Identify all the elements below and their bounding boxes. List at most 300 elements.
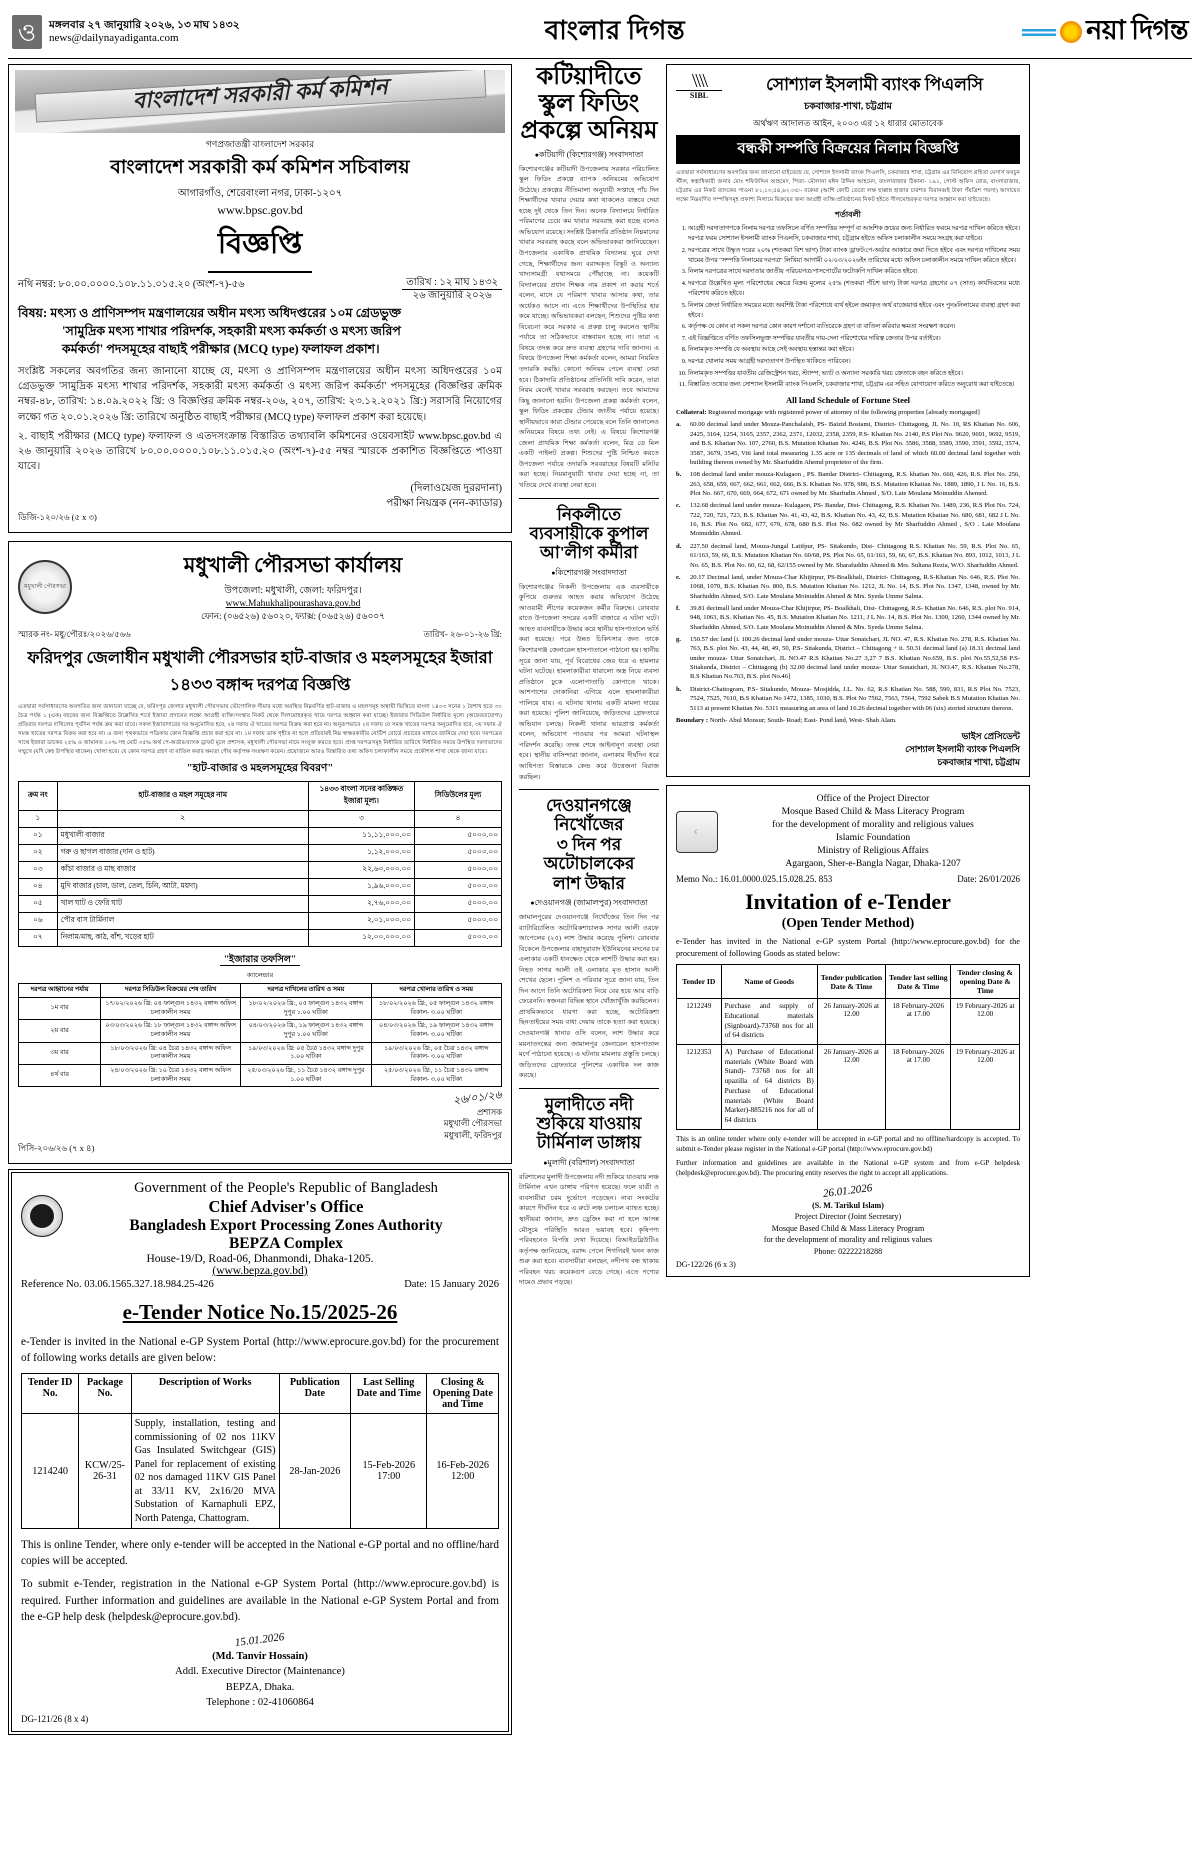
story-body: কিশোরগঞ্জের নিকলী উপজেলায় এক ব্যবসায়ীকে কুপিয়ে গুরুতর আহত করার অভিযোগ উঠেছে আওয়ামী লীগের কয়েকজন কর্মীর বিরুদ্ধে। রোববার রাতে উপজেলা সদরের একটি বাজারে এ ঘটনা ঘটে। আহত ব্যবসায়ীকে উদ্ধার করে স্থানীয় হাসপাতালে ভর্তি করা হয়েছে। পরে উন্নত চিকিৎসার জন্য তাকে কিশোরগঞ্জ জেনারেল হাসপাতালে পাঠানো হয়। স্থানীয় সূত্রে জানা যায়, পূর্ব বিরোধের জের ধরে এ হামলার ঘটনা ঘটেছে। হামলাকারীরা ধারালো অস্ত্র নিয়ে ব্যবসা প্রতিষ্ঠানে ঢুকে এলোপাতাড়ি কোপাতে থাকে। আশপাশের দোকানিরা এগিয়ে এলে হামলাকারীরা পালিয়ে যায়। এ ঘটনায় থানায় একটি মামলা দায়ের করা হয়েছে। পুলিশ জানিয়েছে, জড়িতদের গ্রেফতারে অভিযান চলছে। নিকলী থানার ভারপ্রাপ্ত কর্মকর্তা বলেন, অভিযোগ পাওয়ার পর আমরা ঘটনাস্থল পরিদর্শন করেছি। তদন্ত শেষে আইনানুগ ব্যবস্থা নেয়া হবে। স্থানীয় বাসিন্দারা জানান, এলাকায় দীর্ঘদিন ধরে আধিপত্য বিস্তারকে কেন্দ্র করে উত্তেজনা বিরাজ করছিল।: [519, 583, 659, 781]
bangladesh-govt-seal-icon: [21, 1195, 63, 1237]
sibl-intro: এতদ্বারা সর্বসাধারণের অবগতির জন্য জানানো যাইতেছে যে, সোশ্যাল ইসলামী ব্যাংক পিএলসি, চকবাজার শাখা, চট্টগ্রাম এর বিনিয়োগ গ্রহিতা মেসার্স ফরচুন স্টীল, স্বত্বাধিকারী জনাব মোঃ শফিউদ্দিন আহমেদ, পিতা- মৌলানা মঈন উদ্দিন আহমেদ, বাংলাবাজার ঠিকানা- ১৯১, পোস্ট অফিস রোড, বাংলাবাজার, চট্টগ্রাম এর নিকট ব্যাংকের পাওনা ৮১,১৩,৫৪,৬২.৩৫/- বকেয়া (আশি কোটি তেরো লক্ষ ছাপ্পান্ন হাজার চারশত বিরানব্বই টাকা পঁয়ত্রিশ পয়সা) আদায়ের লক্ষ্যে নিম্নবর্ণিত সম্পত্তিসমূহ প্রকাশ্য নিলামে বিক্রয়ের জন্য আগ্রহী ব্যক্তি/প্রতিষ্ঠানের নিকট হইতে সীলমোহরকৃত দরপত্র আহ্বান করা যাইতেছে।: [676, 170, 1020, 204]
item-text: 39.81 decimall land under Mouza-Char Khijirpur, PS- Boalkhali, Dist- Chittagong, R.S- Khatian No. 646, R.S. plot No. 914, 948, 1063, B.S. Khatian No. 45, B.S. Mutation Khatian No. 1211, J L No. 14, B.S. Plot No. 1300, 1260, 1344 owned by Mr. Sharfuddin Ahmed, S/O. Late Moulana Moinuddin Ahmed & Mrs. Syeda Umme Salma.: [690, 604, 1020, 631]
if-title: Invitation of e-Tender: [745, 889, 951, 915]
pourashava-table-body: [19, 828, 502, 947]
pourashava-table-caption: "হাট-বাজার ও মহলসমূহের বিবরণ": [186, 763, 334, 775]
bpsc-address: আগারগাঁও, শেরেবাংলা নগর, ঢাকা-১২০৭: [177, 188, 343, 199]
th-close: Tender closing & opening Date & Time: [951, 965, 1020, 999]
bpsc-date-block: [402, 277, 502, 301]
story-headline-line-1: নিকলীতে: [556, 504, 622, 524]
th-sched: সিডিউলের মূল্য: [415, 782, 502, 811]
bpsc-memo-no: নথি নম্বর: ৮০.০০.০০০০.১০৮.১১.০১৫.২০ (অংশ-৭)-৫৬: [18, 279, 245, 290]
bepza-office: Chief Adviser's Office: [208, 1196, 364, 1216]
pourashava-date: তারিখ- ২৬-০১-২৬ খ্রি:: [423, 629, 502, 640]
table-row: [19, 879, 502, 896]
table-row: [19, 1042, 502, 1064]
if-ad-code: DG-122/26 (6 x 3): [676, 1260, 736, 1270]
cell-sched: ৫০০০.০০: [415, 913, 502, 930]
list-item: 5. নিলাম ক্রেতা নির্ধারিত সময়ের মধ্যে অবশিষ্ট টাকা পরিশোধে ব্যর্থ হইলে জমাকৃত অর্থ বাজেয়াপ্ত হইবে এবং পুনঃনিলামের ব্যবস্থা গ্রহণ করা হইবে।: [688, 301, 1020, 321]
cell-open: ২৫/০৩/২০২৬ খ্রি:, ১১ চৈত্র ১৪৩২ বঙ্গাব্দ বিকাল- ৩.০০ ঘটিকা: [371, 1064, 501, 1086]
bepza-footer: [21, 1714, 499, 1724]
table-row: [19, 913, 502, 930]
cell-closing: 16-Feb-2026 12:00: [427, 1414, 499, 1529]
if-line-3: for the development of morality and religious values: [772, 819, 974, 831]
cell-goods: Purchase and supply of Educational materials (Signboard)-73768 nos for all of 64 districts: [721, 999, 817, 1045]
bpsc-sig-name: (দিলাওয়েজ দুররদানা): [410, 482, 502, 494]
if-memo-no: Memo No.: 16.01.0000.025.15.028.25. 853: [676, 874, 833, 885]
bpsc-building-photo: [15, 70, 505, 133]
cell-sl: ০৭: [19, 930, 58, 947]
bpsc-signature: [18, 481, 502, 511]
th-publication: Publication Date: [279, 1374, 351, 1414]
table-header-row: [19, 782, 502, 811]
paper-logo-icon: ও: [12, 15, 42, 49]
cell-last-selling: 15-Feb-2026 17:00: [351, 1414, 427, 1529]
sibl-mark-icon: \\\\: [691, 70, 707, 92]
if-sig-title-1: Project Director (Joint Secretary): [794, 1212, 902, 1222]
ad-madhukhali-pourashava: [8, 541, 512, 1164]
list-item: [676, 501, 1020, 538]
story-headline-line-2: প্রকল্পে অনিয়ম: [520, 117, 658, 144]
bpsc-notice-heading: বিজ্ঞপ্তি: [208, 221, 312, 273]
cell-sl: ০৪: [19, 879, 58, 896]
th-value: ১৪৩৩ বাংলা সনের কাঙ্ক্ষিত ইজারা মূল্য।: [308, 782, 414, 811]
story-headline-line-2: শুকিয়ে যাওয়ায়: [536, 1114, 642, 1134]
sibl-sig-1: ভাইস প্রেসিডেন্ট: [961, 731, 1020, 742]
wave-icon: [1022, 25, 1056, 39]
cell-open: ০৪/০৩/২০২৬ খ্রি:, ১৯ ফাল্গুন ১৪৩২ বঙ্গাব্দ বিকাল- ৩.০০ ঘটিকা: [371, 1020, 501, 1042]
column-left: [8, 64, 512, 1735]
item-marker: c.: [676, 502, 681, 510]
if-note-2: Further information and guidelines are available in the National e-GP system and from e-GP helpdesk (helpdesk@eprocure.gov.bd). The procuring entity reserves the right to accept all applications.: [676, 1159, 1020, 1178]
story-divider: [519, 498, 659, 499]
story-headline-line-2: ব্যবসায়ীকে কুপাল: [529, 523, 649, 543]
sibl-schedule-title: All land Schedule of Fortune Steel: [786, 395, 910, 406]
cell-tender-id: 1212249: [677, 999, 722, 1045]
if-header: [676, 793, 1020, 871]
story-headline-line-1: দেওয়ানগঞ্জে নিখোঁজের: [546, 796, 632, 835]
th-name: হাট-বাজার ও মহল সমূহের নাম: [57, 782, 308, 811]
story-body: বরিশালের মুলাদী উপজেলায় নদী শুকিয়ে যাওয়ায় লঞ্চ টার্মিনাল এখন ডাঙ্গায় পরিণত হয়েছে। ফলে যাত্রী ও ব্যবসায়ীরা চরম দুর্ভোগে পড়েছেন। নাব্য সংকটের কারণে দীর্ঘদিন ধরে এ রুটে লঞ্চ চলাচল ব্যাহত হচ্ছে। স্থানীয়রা জানান, দ্রুত ড্রেজিং করা না হলে আসন্ন মৌসুমে পরিস্থিতি আরও ভয়াবহ হবে। কৃষিপণ্য পরিবহনেও বিপত্তি দেখা দিয়েছে। বিআইডব্লিউটিএ কর্তৃপক্ষ জানিয়েছে, বরাদ্দ পেলে শিগগিরই খনন কাজ শুরু করা হবে। ব্যবসায়ীরা বলছেন, নদীপথ বন্ধ থাকায় পরিবহন খরচ কয়েকগুণ বেড়ে গেছে। এতে পণ্যের দামেও প্রভাব পড়ছে।: [519, 1173, 659, 1287]
if-line-1: Office of the Project Director: [816, 793, 930, 805]
column-right: [666, 64, 1030, 1285]
item-marker: e.: [676, 573, 681, 581]
bpsc-subject: [18, 305, 502, 359]
cell-name: পৌর বাস টার্মিনাল: [57, 913, 308, 930]
sibl-bank-name: সোশ্যাল ইসলামী ব্যাংক পিএলসি: [766, 75, 983, 94]
masthead-right: [888, 10, 1188, 55]
bpsc-ad-code: ডিজি-১২০/২৬ (৫ x ৩): [18, 512, 97, 523]
sibl-sig-3: চকবাজার শাখা, চট্টগ্রাম: [937, 757, 1020, 768]
cell-sale: ১৮/০৩/২০২৬ খ্রি: ০৪ চৈত্র ১৪৩২ বঙ্গাব্দ অফিস চলাকালীন সময়: [101, 1042, 241, 1064]
schedule-caption-text: "ইজারার তফসিল": [220, 955, 300, 966]
bepza-note-2: To submit e-Tender, registration in the National e-GP System Portal (http://www.eprocure.gov.bd) is required. Further information and guidelines are available in the National e-GP System Portal and from the e-GP help desk (helpdesk@eprocure.gov.bd).: [21, 1578, 499, 1623]
bepza-website[interactable]: (www.bepza.gov.bd): [212, 1264, 308, 1277]
list-item: [676, 470, 1020, 498]
cell-sale: ১৭/০২/২০২৬ খ্রি: ০৪ ফাল্গুন ১৪৩২ বঙ্গাব্দ অফিস চলাকালীন সময়: [101, 998, 241, 1020]
masthead: [8, 6, 1192, 58]
pourashava-website[interactable]: www.Mahukhalipourashava.gov.bd: [225, 599, 361, 610]
if-sig-title-2: Mosque Based Child & Mass Literacy Program: [771, 1223, 925, 1233]
pourashava-headline: ফরিদপুর জেলাধীন মধুখালী পৌরসভার হাট-বাজার ও মহলসমূহের ইজারা ১৪৩৩ বঙ্গাব্দ দরপত্র বিজ্ঞপ্তি: [27, 648, 493, 695]
item-text: 132.68 decimal land under mouza- Kulagaon, PS- Bandar, Dist- Chittagong, R.S. Khatian No. 1489, 236, R.S Plot No. 724, 722, 720, 721, 723, B.S. Khatian No. 41, 43, 42, B.S. Khatian No. 43, 42, B.S. Mutation Khatian No. 680, 681, 682 J L No. 16, B.S. Plot No. 682, 677, 679, 678, 680 B.S. Plot No. 682 owned by Mr Sharfuddin Ahmed , S/O . Late Moulana Moinuddin Ahmed.: [690, 502, 1020, 538]
list-item: 1. আগ্রহী দরদাতাগণকে নিলাম দরপত্র তফসিলে বর্ণিত সম্পত্তির সম্পূর্ণ বা আংশিক ক্রয়ের জন্য নির্ধারিত ফরমে দরপত্র দাখিল করিতে হইবে। দরপত্র ফরম সোশ্যাল ইসলামী ব্যাংক পিএলসি, চকবাজার শাখা, চট্টগ্রাম হইতে অফিস চলাকালীন সময়ে সংগ্রহ করা যাইবে।: [688, 224, 1020, 244]
cell-value: ২,০১,০০০.০০: [308, 913, 414, 930]
th-pub: Tender publication Date & Time: [817, 965, 886, 999]
story-byline: ● মুলাদী (বরিশাল) সংবাদদাতা: [519, 1157, 659, 1170]
list-item: [676, 604, 1020, 632]
table-row: [19, 845, 502, 862]
if-sig-name: (S. M. Tarikul Islam): [812, 1200, 884, 1210]
section-title-wrap: [342, 10, 888, 54]
masthead-left: [12, 15, 342, 49]
cell-name: নিলাম/মাছ, কাঠ, বাঁশ, খড়ের হাট: [57, 930, 308, 947]
pourashava-title: মধুখালী পৌরসভা কার্যালয়: [183, 553, 403, 578]
item-marker: a.: [676, 421, 681, 429]
bepza-table-body: [22, 1414, 499, 1529]
story-headline-line-2: ৩ দিন পর অটোচালকের: [543, 834, 635, 874]
bpsc-subject-l2: 'সামুদ্রিক মৎস্য শাখার পরিদর্শক, সহকারী মৎস্য কর্মকর্তা ও মৎস্য জরিপ: [62, 323, 401, 338]
if-line-2: Mosque Based Child & Mass Literacy Program: [781, 806, 965, 818]
pourashava-sig-title-2: মধুখালী পৌরসভা: [443, 1119, 502, 1129]
item-text: 108 decimal land under mouza-Kulagaon , PS. Bandar District- Chittagong, R.S. khatian No. 660, 426, R.S. Plot No. 256, 263, 658, 659, 667, 662, 661, 662, 666, B.S. Khatian No. 978, 986, B.S. Mutation Khatian No. 1889, 1890, J L No. 16, B.S. Plot No. 667, 670, 669, 664, 672, 671 owned by Mr. Sharfudin Ahmed , S/O. Late Moulana Moinuddin Ahemed.: [690, 471, 1020, 497]
story-divider: [519, 1088, 659, 1089]
sth-phase: দরপত্র আহ্বানের পর্যায়: [19, 984, 101, 998]
table-header-row: [22, 1374, 499, 1414]
cell-phase: ১ম বার: [19, 998, 101, 1020]
th-last: Tender last selling Date & Time: [886, 965, 951, 999]
story-school-feeding: [519, 64, 659, 492]
list-item: [676, 573, 1020, 601]
section-title: বাংলার দিগন্ত: [544, 16, 686, 45]
bepza-signature: [21, 1633, 499, 1710]
sibl-auction-headline: বন্ধকী সম্পত্তি বিক্রয়ের নিলাম বিজ্ঞপ্তি: [676, 135, 1020, 164]
if-sig-phone: Phone: 02222218288: [813, 1246, 883, 1256]
item-marker: f.: [676, 604, 680, 612]
bepza-header: [21, 1180, 499, 1253]
story-nikli-assault: [519, 505, 659, 784]
bpsc-gov-line: গণপ্রজাতন্ত্রী বাংলাদেশ সরকার: [205, 139, 315, 149]
if-tender-table: [676, 964, 1020, 1130]
cell-publication: 28-Jan-2026: [279, 1414, 351, 1529]
cell-close: 19 February-2026 at 12.00: [951, 1044, 1020, 1129]
pourashava-seal-icon: মধুখালী পৌরসভা: [18, 560, 72, 614]
sibl-signature: [676, 730, 1020, 769]
cell-name: গরু ও ছাগল বাজার (দান ও হাট): [57, 845, 308, 862]
if-line-5: Ministry of Religious Affairs: [817, 845, 929, 857]
cell-close: 19 February-2026 at 12.00: [951, 999, 1020, 1045]
if-note-1: This is an online tender where only e-tender will be accepted in e-GP portal and no offline/hardcopy is accepted. To submit e-Tender please register in the National e-GP portal (http://www.eprocure.gov.bd): [676, 1134, 1020, 1153]
item-marker: g.: [676, 636, 681, 644]
masthead-rule: [8, 58, 1192, 59]
bpsc-para-1: সংশ্লিষ্ট সকলের অবগতির জন্য জানানো যাচ্ছে যে, মৎস্য ও প্রাণিসম্পদ মন্ত্রণালয়ের অধীন মৎস্য অধিদপ্তরের ১০ম গ্রেডভুক্ত 'সামুদ্রিক মৎস্য শাখার পরিদর্শক, সহকারী মৎস্য কর্মকর্তা ও মৎস্য জরিপ কর্মকর্তা' পদসমূহের (বিজ্ঞপ্তির ক্রমিক নম্বর-৪৮, তারিখ: ১৪.০৯.২০২২ খ্রি: ও বিজ্ঞপ্তির ক্রমিক নম্বর-২০৬, ২০৭, তারিখ: ২৩.১২.২০২১ খ্রি:) সরাসরি নিয়োগের লক্ষ্যে গত ২০.০১.২০২৬ খ্রি: তারিখে অনুষ্ঠিত বাছাই পরীক্ষার (MCQ type) ফলাফল প্রকাশ করা হয়েছে।: [18, 365, 502, 423]
item-text: District-Chattogram, P.S- Sitakundo, Mouza- Mosjidda, J.L. No. 62, R.S Khatian No. 588, 590, 831, R.S Plot No. 7523, 7524, 7525, 7610, B.S Khatian No 1472, 1385, 1030, B.S. Plot No 7562, 7563, 7564, 7592 Sabek B.S Mutation Khatian No. 5113 at present Khatian No. 5311 measuring an area of land 16.26 decimal together with 06 (six) storied structure thereon.: [690, 685, 1020, 712]
ad-bpsc-notice: [8, 64, 512, 533]
table-row: [22, 1414, 499, 1529]
cell-name: মধুখালী বাজার: [57, 828, 308, 845]
list-item: 10. নিলামকৃত সম্পত্তির যাবতীয় রেজিস্ট্রেশন খরচ, স্ট্যাম্প, ভ্যাট ও অন্যান্য সরকারি খরচ ক্রেতাকে বহন করিতে হইবে।: [688, 369, 1020, 379]
cell-sl: ০৬: [19, 913, 58, 930]
bpsc-para-2: ২. বাছাই পরীক্ষার (MCQ type) ফলাফল ও এতদসংক্রান্ত বিস্তারিত তথ্যাবলি কমিশনের ওয়েবসাইট www.bpsc.gov.bd এ ২৬ জানুয়ারি ২০২৬ তারিখে ৮০.০০.০০০০.১০৮.১১.০১৫.২০ (অংশ-৭)-৫৫ নম্বর স্মারকে প্রকাশিত বিজ্ঞপ্তিতে পাওয়া যাবে।: [18, 430, 502, 473]
th-last-selling: Last Selling Date and Time: [351, 1374, 427, 1414]
bepza-sig-phone: Telephone : 02-41060864: [206, 1696, 314, 1708]
bepza-note-1: This is online Tender, where only e-tender will be accepted in the National e-GP portal and no offline/hard copies will be accepted.: [21, 1538, 499, 1568]
bepza-tender-title: e-Tender Notice No.15/2025-26: [122, 1299, 398, 1324]
cell-tender-id: 1212353: [677, 1044, 722, 1129]
story-headline-line-3: আ'লীগ কর্মীরা: [540, 543, 638, 563]
list-item: 7. এই বিজ্ঞপ্তিতে বর্ণিত তফসিলভুক্ত সম্পত্তির যাবতীয় দায়-দেনা পরিশোধের দায়িত্ব ক্রেতার উপর বর্তাইবে।: [688, 334, 1020, 344]
story-body: কিশোরগঞ্জের কটিয়াদী উপজেলায় সরকার পরিচালিত স্কুল ফিডিং প্রকল্পে ব্যাপক অনিয়মের অভিযোগ উঠেছে। প্রকল্পের নীতিমালা অনুযায়ী সপ্তাহে পাঁচ দিন শিক্ষার্থীদের খাবার দেয়ার কথা থাকলেও বাস্তবে দেয়া হচ্ছে দুই থেকে তিন দিন। অনেক বিদ্যালয়ে নির্ধারিত পরিমাণের চেয়ে কম খাবার সরবরাহ করা হচ্ছে বলেও অভিযোগ রয়েছে। সংশ্লিষ্ট ঠিকাদারি প্রতিষ্ঠান নিম্নমানের খাবার সরবরাহ করছে বলে অভিভাবকরা জানিয়েছেন। উপজেলার একাধিক প্রাথমিক বিদ্যালয় ঘুরে দেখা গেছে, শিক্ষার্থীদের জন্য বরাদ্দকৃত বিস্কুট ও অন্যান্য খাদ্যসামগ্রী যথাসময়ে পৌঁছাচ্ছে না। কয়েকটি বিদ্যালয়ের প্রধান শিক্ষক নাম প্রকাশ না করার শর্তে বলেন, মাসে যে পরিমাণ খাবার আসার কথা, তার অর্ধেকও আসে না। এতে শিক্ষার্থীদের উপস্থিতির হার কমে যাচ্ছে। অভিভাবকরা বলছেন, শিশুদের পুষ্টির কথা বিবেচনা করে সরকার এ প্রকল্প চালু করলেও স্থানীয় পর্যায়ে তা সঠিকভাবে বাস্তবায়ন হচ্ছে না। তারা এ বিষয়ে তদন্ত করে দ্রুত ব্যবস্থা গ্রহণের দাবি জানান। এ বিষয়ে উপজেলা শিক্ষা কর্মকর্তা বলেন, আমরা নিয়মিত তদারকি করছি। কোনো অনিয়ম পেলে ব্যবস্থা নেয়া হবে। ঠিকাদারি প্রতিষ্ঠানের প্রতিনিধি দাবি করেন, তারা নিয়ম মেনেই খাবার সরবরাহ করছেন। তবে আমাদের কিছু জানানো হয়নি। উপজেলা প্রকল্প কর্মকর্তা বলেন, স্কুল ফিডিং প্রকল্পের টেন্ডার জাতীয় পর্যায়ে হয়েছে। স্থানীয়ভাবে কারা টেন্ডার পেয়েছে বলে তিনি জানালেও অনিয়মের বিষয়ে তথ্য নেই। এ বিষয়ে কিশোরগঞ্জ জেলা প্রাথমিক শিক্ষা কর্মকর্তা বলেন, মিড ডে মিল একটি পাইলট প্রকল্প। শিশুদের পুষ্টি নিশ্চিত করতে উপজেলা পর্যায়ে তদারকি সরবরাহের বিষয়টি মনিটর করা হচ্ছে। নিয়মানুযায়ী খাবার দেয়া হচ্ছে না, তা খতিয়ে দেখে ব্যবস্থা নেয়া হবে।: [519, 165, 659, 490]
cell-phase: ২য় বার: [19, 1020, 101, 1042]
bpsc-subject-l3: কর্মকর্তা' পদসমূহের বাছাই পরীক্ষার (MCQ type) ফলাফল প্রকাশ।: [62, 341, 380, 356]
three-column-grid: [8, 64, 1192, 1864]
pourashava-haat-table: [18, 781, 502, 947]
story-body: জামালপুরের দেওয়ানগঞ্জে নিখোঁজের তিন দিন পর ব্যাটারিচালিত অটোরিকশাচালক সাগর আলী ওরফে আপেলের (২৫) লাশ উদ্ধার করেছে পুলিশ। রোববার বিকেলে উপজেলার বাহাদুরাবাদ ইউনিয়নের মদনের চর এলাকার একটি ধানক্ষেত থেকে লাশটি উদ্ধার করা হয়। নিহত সাগর আলী ওই এলাকার মৃত হাসান আলী শেখের ছেলে। পুলিশ ও পরিবার সূত্রে জানা যায়, তিন দিন আগে তিনি অটোরিকশা নিয়ে বের হয়ে আর বাড়ি ফেরেননি। স্বজনরা বিভিন্ন স্থানে খোঁজাখুঁজি করছিলেন। প্রাথমিকভাবে ধারণা করা হচ্ছে, অটোরিকশা ছিনতাইয়ের সময় বাধা দেয়ায় তাকে হত্যা করা হয়েছে। দেওয়ানগঞ্জ থানার ওসি বলেন, লাশ উদ্ধার করে ময়নাতদন্তের জন্য জামালপুর জেনারেল হাসপাতাল মর্গে পাঠানো হয়েছে। এ ঘটনায় মামলার প্রস্তুতি চলছে। জড়িতদের গ্রেফতারে পুলিশের একাধিক দল কাজ করছে।: [519, 913, 659, 1080]
pourashava-header: [18, 549, 502, 624]
cell-sale: ২৪/০৩/২০২৬ খ্রি: ১০ চৈত্র ১৪৩২ বঙ্গাব্দ অফিস চলাকালীন সময়: [101, 1064, 241, 1086]
bepza-reference-no: Reference No. 03.06.1565.327.18.984.25-426: [21, 1278, 214, 1290]
cell-name: খাল ঘাট ও ফেরি ঘাট: [57, 896, 308, 913]
bpsc-date-en: ২৬ জানুয়ারি ২০২৬: [412, 289, 492, 301]
bepza-gov-line: Government of the People's Republic of Bangladesh: [134, 1179, 438, 1196]
th-closing: Closing & Opening Date and Time: [427, 1374, 499, 1414]
newsroom-email: news@dailynayadiganta.com: [49, 31, 179, 44]
story-byline: ● দেওয়ানগঞ্জ (জামালপুর) সংবাদদাতা: [519, 897, 659, 910]
bepza-sig-title-1: Addl. Executive Director (Maintenance): [175, 1666, 345, 1678]
cell-sale: ০৩/০৩/২০২৬ খ্রি: ১৮ ফাল্গুন ১৪৩২ বঙ্গাব্দ অফিস চলাকালীন সময়: [101, 1020, 241, 1042]
cell-last: 18 February-2026 at 17.00: [886, 1044, 951, 1129]
item-text: 60.00 decimal land under Mouza-Panchalaish, PS- Baizid Bostami, District- Chittagong, JL No. 10, RS Khatian No. 606, 2425, 3164, 1254, 3165, 2357, 2362, 2371, 12032, 2358, 2359, P.S- Khatian No. 2140, P.S Plot No. 9620, 9691, 9692, 9519, and B.S. Khatian No. 107, 2760, B.S. Mutation Khatian No. 4246, B.S. Plot No. 3586, 3588, 3589, 3590, 3591, 3592, 3574, 3587, 3679, 3545, Viti land total measuring 1.35 acre or 135 decimals of land of which 60.00 decimal land together with building thereon owned by Mr. Sharfuddin Ahemd proprietor of the firm.: [690, 421, 1020, 466]
story-divider: [519, 789, 659, 790]
sibl-conditions-list: [676, 224, 1020, 390]
item-text: 20.17 Decimal land, under Mouza-Char Khijirpur, PS-Boalkhali, District- Chittagong, R.S-Khatian No. 646, R.S. Plot No. 1068, 1070, B.S. Khatian No. 800, B.S. Mutation Khatian No. 1212, JL No. 14, B.S. Plot No. 1347, 1348, owned by Mr. Sharfuddin Ahmed, S/O. Late Moulana Moinuddin Ahmed & Mrs. Syeda Umme Salma.: [690, 573, 1020, 600]
th-description: Description of Works: [131, 1374, 279, 1414]
cn-2: ২: [57, 811, 308, 828]
cell-last: 18 February-2026 at 17.00: [886, 999, 951, 1045]
cell-sl: ০৩: [19, 862, 58, 879]
sibl-conditions-title: শর্তাবলী: [835, 210, 861, 220]
bepza-address: House-19/D, Road-06, Dhanmondi, Dhaka-1205.: [146, 1252, 374, 1265]
cell-open: ১৯/০৩/২০২৬ খ্রি:, ০৫ চৈত্র ১৪৩২ বঙ্গাব্দ বিকাল- ৩.০০ ঘটিকা: [371, 1042, 501, 1064]
pourashava-ad-code: পিসি-২০৬/২৬ (৭ x ৪): [18, 1142, 95, 1153]
if-line-4: Islamic Foundation: [835, 832, 911, 844]
table-row: [19, 930, 502, 947]
column-middle: [519, 64, 659, 1289]
ad-islamic-foundation-tender: [666, 785, 1030, 1277]
cn-3: ৩: [308, 811, 414, 828]
cell-value: ১,১২,০০০.০০: [308, 845, 414, 862]
list-item: 6. কর্তৃপক্ষ যে কোন বা সকল দরপত্র কোন কারণ দর্শানো ব্যতিরেকে গ্রহণ বা বাতিল করিবার ক্ষমতা সংরক্ষণ করেন।: [688, 322, 1020, 332]
story-headline-line-1: কটিয়াদীতে স্কুল ফিডিং: [536, 64, 642, 117]
table-row: [677, 1044, 1020, 1129]
sibl-boundary-text: North- Abul Monsur; South- Road; East- Pond land, West- Shah Alam.: [709, 716, 897, 724]
sth-open: দরপত্র খোলার তারিখ ও সময়: [371, 984, 501, 998]
bpsc-sig-title: পরীক্ষা নিয়ন্ত্রক (নন-ক্যাডার): [386, 497, 502, 509]
table-colnum-row: [19, 811, 502, 828]
pourashava-schedule-table: [18, 983, 502, 1087]
sibl-boundary-label: Boundary :: [676, 716, 709, 724]
bepza-intro: e-Tender is invited in the National e-GP System Portal (http://www.eprocure.gov.bd) for the procurement of following works details are given below:: [21, 1335, 499, 1365]
sth-sale: দরপত্র সিডিউল বিক্রয়ের শেষ তারিখ: [101, 984, 241, 998]
cell-submit: ১৮/০২/২০২৬ খ্রি:, ০৫ ফাল্গুন ১৪৩২ বঙ্গাব্দ দুপুর ১.০০ ঘটিকা: [241, 998, 371, 1020]
th-tender-id: Tender ID: [677, 965, 722, 999]
story-headline-line-3: টার্মিনাল ডাঙ্গায়: [536, 1133, 642, 1153]
sibl-law-line: অর্থঋণ আদালত আইন, ২০০৩ এর ১২ ধারার মোতাবেক: [753, 118, 943, 128]
islamic-foundation-seal-icon: ☾: [676, 811, 718, 853]
if-intro: e-Tender has invited in the National e-GP system Portal (http://www.eprocure.gov.bd) for the procurement of following Goods as stated below:: [676, 937, 1020, 959]
pourashava-signature: [18, 1091, 502, 1142]
pourashava-sig-date: ২৬/০১/২৬: [452, 1089, 503, 1108]
cell-submit: ১৯/০৩/২০২৬ খ্রি: ০৫ চৈত্র ১৪৩২ বঙ্গাব্দ দুপুর ১.০০ ঘটিকা: [241, 1042, 371, 1064]
table-row: [19, 828, 502, 845]
bepza-tender-table: [21, 1373, 499, 1529]
cell-submit: ০৪/০৩/২০২৬ খ্রি:, ১৯ ফাল্গুন ১৪৩২ বঙ্গাব্দ দুপুর ১.০০ ঘটিকা: [241, 1020, 371, 1042]
cell-pub: 26 January-2026 at 12.00: [817, 1044, 886, 1129]
cell-value: ২২,৬০,০০০.০০: [308, 862, 414, 879]
cn-4: ৪: [415, 811, 502, 828]
pourashava-body: এতদ্বারা সর্বসাধারণের অবগতির জন্য জানানো যাচ্ছে যে, ফরিদপুর জেলার মধুখালী পৌরসভার ভৌগোলিক সীমার মধ্যে অবস্থিত নিম্নবর্ণিত হাট-বাজার ও মহলসমূহ অস্থায়ী ভিত্তিতে বাংলা ১৪৩৩ সনের ১ বৈশাখ হতে ৩০ চৈত্র পর্যন্ত ১ (এক) বছরের জন্য বিজ্ঞপ্তিতে উল্লেখিত শর্তে ইজারা প্রদানের লক্ষ্যে আগ্রহী ব্যক্তি/সংস্থার নিকট থেকে সিলমোহরকৃত খামে দরপত্র আহ্বান করা যাচ্ছে। ইজারার সিডিউল নির্ধারিত মূল্যে (অফেরতযোগ্য) প্রতিবার দরপত্র দাখিলের পূর্বদিন পর্যন্ত ক্রয় করা যাবে। সকল ইজারাদারের দর অনুমোদিত হবে, ২য় দফায় ঐ খাতের দরপত্র বিক্রয় করা হবে না। অনুরূপভাবে ২য় দফায় যে সমস্ত খাতের দরপত্র অনুমোদিত হবে, ৩য় দফায় ঐ সমস্ত খাতের দরপত্র বিক্রয় করা হবে না। এ জন্য পৃথকভাবে পত্রিকায় কোন বিজ্ঞপ্তি প্রচার করা হবে না। ১ম দফায় ডাক গৃহীত না হলে প্রতিবারই নিম্ন স্বাক্ষরকারীর নোটিশ বোর্ডে প্রচারের মাধ্যমে জানিয়ে দেয়া হবে। দরপত্রের সাথে ইজারা ডাকের ২৫% ও জামানত ১০% সহ মোট ৩৫% অর্থ পে-অর্ডার/ব্যাংক ড্রাফট মূলে প্রশাসক, মধুখালী পৌরসভা নামে সংযুক্ত করতে হবে। প্রাপ্ত দরপত্রসমূহ নির্ধারিত তারিখে নির্ধারিত সময়ে উপস্থিত দরদাতাদের সম্মুখে (যদি কেহ উপস্থিত থাকেন) খোলা হবে। যে কোন দরপত্র গ্রহণ বা বাতিল করার ক্ষমতা পৌর কর্তৃপক্ষ সংরক্ষণ করেন। প্রয়োজনে আরও বিস্তারিত তথ্য অফিস চলাকালীন সময়ে প্রকৌশল শাখা থেকে জানা যাবে।: [18, 704, 502, 756]
pourashava-memo: স্মারক নং- মধু/পৌরঃ/২০২৬/৫৬৬: [18, 629, 131, 640]
cell-sched: ৫০০০.০০: [415, 828, 502, 845]
list-item: 9. দরপত্র খোলার সময় আগ্রহী দরদাতাগণ উপস্থিত থাকিতে পারিবেন।: [688, 357, 1020, 367]
list-item: [676, 685, 1020, 713]
cell-sched: ৫০০০.০০: [415, 845, 502, 862]
cell-goods: A) Purchase of Educational materials (White Board with Stand)- 73768 nos for all upazilla of 64 districts B) Purchase of Educational materials (White Board Marker)-885216 nos for all of 64 districts: [721, 1044, 817, 1129]
table-row: [19, 1064, 502, 1086]
ad-bepza-tender: [11, 1172, 509, 1732]
cell-sched: ৫০০০.০০: [415, 896, 502, 913]
sibl-logo-text: SIBL: [676, 90, 722, 100]
schedule-table-body: [19, 998, 502, 1087]
sibl-collateral-block: [676, 408, 1020, 725]
story-muladi-river: [519, 1095, 659, 1289]
cell-value: ২,৭৬,০০০.০০: [308, 896, 414, 913]
sibl-header: [676, 72, 1020, 100]
sibl-collateral-intro: Registered mortgage with registered power of attorney of the following properties [already mortgaged]: [708, 409, 980, 417]
bepza-ref-row: [21, 1279, 499, 1290]
cell-sched: ৫০০০.০০: [415, 879, 502, 896]
cell-phase: ৪র্থ বার: [19, 1064, 101, 1086]
list-item: 4. দরপত্রে উল্লেখিত মূল্য পরিশোধের ক্ষেত্রে বিক্রয় মূল্যের ২৫% (শতকরা পঁচিশ ভাগ) টাকা দরপত্র গ্রহণের ০৭ (সাত) কার্যদিবসের মধ্যে পরিশোধ করিতে হইবে।: [688, 279, 1020, 299]
story-headline-line-1: মুলাদীতে নদী: [544, 1094, 634, 1114]
pourashava-sig-title-3: মধুখালী, ফরিদপুর: [444, 1131, 502, 1141]
if-signature: [676, 1181, 1020, 1258]
if-table-body: [677, 999, 1020, 1130]
sth-submit: দরপত্র দাখিলের তারিখ ও সময়: [241, 984, 371, 998]
story-byline: ● কিশোরগঞ্জ সংবাদদাতা: [519, 567, 659, 580]
bepza-complex: BEPZA Complex: [228, 1234, 344, 1252]
list-item: [676, 542, 1020, 570]
pourashava-schedule-caption: [18, 953, 502, 968]
item-marker: b.: [676, 471, 682, 479]
list-item: 11. বিস্তারিত তথ্যের জন্য সোশ্যাল ইসলামী ব্যাংক পিএলসি, চকবাজার শাখা, চট্টগ্রাম এর সহিত যোগাযোগ করিতে অনুরোধ করা যাইতেছে।: [688, 380, 1020, 390]
bpsc-website[interactable]: www.bpsc.gov.bd: [217, 203, 303, 217]
pourashava-sig-title-1: প্রশাসক: [476, 1107, 502, 1117]
story-headline-line-3: লাশ উদ্ধার: [553, 873, 625, 893]
story-byline: ● কটিয়াদী (কিশোরগঞ্জ) সংবাদদাতা: [519, 149, 659, 162]
bpsc-org-name: বাংলাদেশ সরকারী কর্ম কমিশন সচিবালয়: [110, 157, 410, 178]
sibl-branch: চকবাজার-শাখা, চট্টগ্রাম: [804, 102, 892, 112]
list-item: [676, 420, 1020, 467]
table-row: [19, 862, 502, 879]
list-item: 3. নিলাম দরপত্রের সাথে দরদাতার জাতীয় পরিচয়পত্র/পাসপোর্টের ফটোকপি দাখিল করিতে হইবে।: [688, 267, 1020, 277]
pourashava-sub: উপজেলা: মধুখালী, জেলা: ফরিদপুর।: [224, 586, 362, 597]
ad-sibl-auction: [666, 64, 1030, 777]
table-row: [677, 999, 1020, 1045]
cell-sched: ৫০০০.০০: [415, 862, 502, 879]
item-marker: h.: [676, 685, 682, 693]
cell-pub: 26 January-2026 at 12.00: [817, 999, 886, 1045]
table-row: [19, 1020, 502, 1042]
bpsc-subject-l1: মৎস্য ও প্রাণিসম্পদ মন্ত্রণালয়ের অধীন মৎস্য অধিদপ্তরের ১০ম গ্রেডভুক্ত: [50, 306, 402, 320]
if-line-6: Agargaon, Sher-e-Bangla Nagar, Dhaka-1207: [785, 858, 961, 870]
bepza-date: Date: 15 January 2026: [404, 1278, 499, 1290]
pourashava-phone: ফোন: (০৬৫২৬) ৫৬০২০, ফ্যাক্স: (০৬৫২৬) ৫৬০০৭: [200, 611, 386, 622]
sibl-sig-2: সোশ্যাল ইসলামী ব্যাংক পিএলসি: [905, 744, 1020, 755]
cell-value: ১২,০০,০০০.০০: [308, 930, 414, 947]
th-package: Package No.: [79, 1374, 131, 1414]
if-sig-date: 26.01.2026: [822, 1181, 874, 1200]
table-row: [19, 998, 502, 1020]
issue-date: মঙ্গলবার ২৭ জানুয়ারি ২০২৬, ১৩ মাঘ ১৪৩২: [49, 19, 240, 31]
bpsc-signboard-text: বাংলাদেশ সরকারী কর্ম কমিশন: [34, 70, 486, 123]
cell-name: কাঁচা বাজার ও মাছ বাজার: [57, 862, 308, 879]
schedule-header-row: [19, 984, 502, 998]
th-goods: Name of Goods: [721, 965, 817, 999]
table-row: [19, 896, 502, 913]
cn-1: ১: [19, 811, 58, 828]
sibl-collateral-label: Collateral:: [676, 409, 707, 417]
cell-description: Supply, installation, testing and commissioning of 02 nos 11KV Gas Insulated Switchgear (GIS) Panel for replacement of existing 02 nos damaged 11KV GIS Panel at 33/11 KV, 2x16/20 MVA Substation of Karnaphuli EPZ, North Patenga, Chattogram.: [131, 1414, 279, 1529]
bpsc-date-label: তারিখ : ১২ মাঘ ১৪৩২: [402, 277, 502, 290]
cell-submit: ২৫/০৩/২০২৬ খ্রি:, ১১ চৈত্র ১৪৩২ বঙ্গাব্দ দুপুর ১.০০ ঘটিকা: [241, 1064, 371, 1086]
cell-package: KCW/25-26-31: [79, 1414, 131, 1529]
list-item: [676, 635, 1020, 682]
pourashava-memo-band: [18, 628, 502, 642]
brand-logo: নয়া দিগন্ত: [1086, 14, 1188, 45]
cell-name: মুদি বাজার (চাল, ডাল, তেল, চিনি, আটা, ময়দা): [57, 879, 308, 896]
bepza-sig-name: (Md. Tanvir Hossain): [212, 1651, 308, 1663]
cell-value: ১,৯৬,০০০.০০: [308, 879, 414, 896]
cell-value: ১১,১১,০০০.০০: [308, 828, 414, 845]
cell-sched: ৫০০০.০০: [415, 930, 502, 947]
item-text: 227.50 decimal land, Mouza-Jungal Latifpur, PS- Sitakundo, Dist- Chittagong R.S. Khatian No. 59, R.S. Plot No. 65, 61/163, 59, 66, R.S. Mutation Khatian No. 60/68, PS. Plot No. 65, 61/163, 59, 66, 67, B.S. Khatian No. 893, 1012, 1013, J L No. 65, B.S. Plot No. 60, 62, 68, 62/155 owned by Mr. Sharafuddin Ahmed & Mrs. Sultana Rezia, W/O. Sharfuddin Ahmed.: [690, 542, 1020, 569]
th-sl: ক্রম নং: [19, 782, 58, 811]
list-item: 2. দরপত্রের সাথে উদ্ধৃত দরের ২০% (শতকরা বিশ ভাগ) টাকা ব্যাংক ড্রাফট/পে-অর্ডার আকারে জমা দিতে হইবে এবং দরপত্র দাখিলের সময় খামের উপর "সম্পত্তি নিলামের দরপত্র" লিখিয়া আগামী ০২/০৩/২০২৬ইং তারিখের মধ্যে অফিস চলাকালীন সময়ে দাখিল করিতে হইবে।: [688, 246, 1020, 266]
bepza-sig-title-2: BEPZA, Dhaka.: [225, 1681, 295, 1693]
cell-sl: ০৫: [19, 896, 58, 913]
bepza-ad-code: DG-121/26 (8 x 4): [21, 1713, 89, 1724]
bepza-authority: Bangladesh Export Processing Zones Authority: [129, 1216, 443, 1234]
cell-open: ১৮/০২/২০২৬ খ্রি:, ০৫ ফাল্গুন ১৪৩২ বঙ্গাব্দ বিকাল- ৩.০০ ঘটিকা: [371, 998, 501, 1020]
item-marker: d.: [676, 542, 682, 550]
sibl-logo: [676, 72, 722, 100]
if-sig-title-3: for the development of morality and religious values: [763, 1235, 933, 1245]
th-tender-id: Tender ID No.: [22, 1374, 79, 1414]
cell-phase: ৩য় বার: [19, 1042, 101, 1064]
if-memo-row: [676, 874, 1020, 884]
if-title-lines: [726, 793, 1020, 871]
list-item: 8. নিলামকৃত সম্পত্তি যে অবস্থায় আছে সেই অবস্থায় হস্তান্তর করা হইবে।: [688, 345, 1020, 355]
bpsc-memo-row: [18, 277, 502, 301]
cell-sl: ০১: [19, 828, 58, 845]
cell-sl: ০২: [19, 845, 58, 862]
cell-tender-id: 1214240: [22, 1414, 79, 1529]
bpsc-subject-label: বিষয়:: [18, 306, 48, 320]
item-text: 150.57 dec land [i. 100.26 decimal land under mouza- Uttar Sonaichari, JL NO. 47, R.S. Khatian No. 278, R.S. Khatian No. 763, B.S. plot No. 43, 44, 48, 49, 50, P.S- Sitakunda, District – Chittagong + ii. 50.31 decimal land (a) 18.31 decimal land under mouza- Uttar Sonaichari, JL NO.47 R.S Khatian No.27 3,27 7 B.S. Khatian No.659, B.S. plot No.55,52,58 P.S- Sitakunda, District – Chittagong (b) 32.00 decimal land under mouza- Uttar Sonaichari, JL NO.47, R.S. Khatian No.278, B.S Khatian No.763, B.S. plot No.46]: [690, 636, 1020, 681]
sun-icon: [1060, 21, 1082, 43]
bepza-sig-date: 15.01.2026: [234, 1631, 286, 1650]
